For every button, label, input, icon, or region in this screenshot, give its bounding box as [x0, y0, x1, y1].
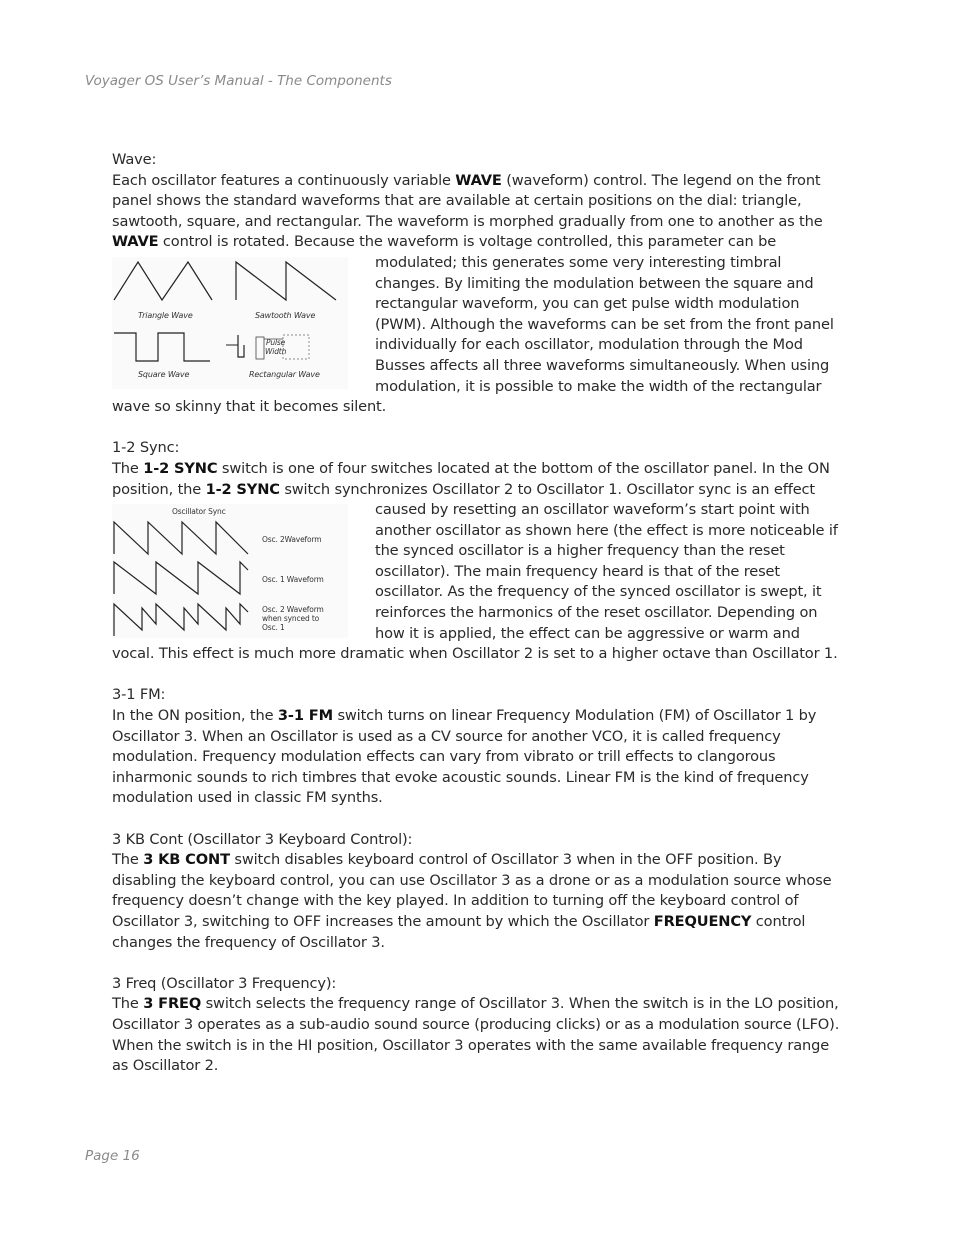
section-kb-cont — [112, 830, 842, 954]
kb-cont-text: switch disables keyboard control of Oscillator 3 when in the OFF position. By disabling the keyboard control, you can use Oscillator 3 as a drone or as a modulation source whose frequency doesn’t change with the key played. In addition to turning off the keyboard control of Oscillator 3, switching to OFF increases the amount by which the Oscillator — [112, 851, 832, 930]
synced-waveform-label: when synced to — [262, 614, 320, 624]
oscillator-sync-title: Oscillator Sync — [172, 507, 226, 517]
sync-text: switch synchronizes Oscillator 2 to Oscillator 1. Oscillator sync is an effect caused — [279, 480, 815, 519]
section-heading-kb-cont: 3 KB Cont (Oscillator 3 Keyboard Control): — [112, 830, 413, 848]
kb-cont-keyword: 3 KB CONT — [143, 851, 230, 869]
sawtooth-wave-label: Sawtooth Wave — [255, 310, 316, 320]
synced-waveform-label: Osc. 1 — [262, 623, 285, 633]
section-heading-fm: 3-1 FM: — [112, 686, 166, 704]
synced-waveform-shape — [114, 604, 248, 636]
section-sync — [112, 438, 842, 665]
sync-text: by resetting an oscillator waveform’s start point with another oscillator as shown here (the effect is more noticeable if the synced oscillator is a higher frequency than the reset oscillator). The main frequency heard is that of the reset oscillator. As the frequency of the synced oscillator is swept, it reinforces the harmonics of the reset oscillator. Depending on how it is applied, the effect can be aggressive or warm and vocal. This effect is much more dramatic when Oscillator 2 is set to a higher octave than Oscillator 1. — [112, 501, 838, 663]
freq-text: The — [112, 995, 144, 1013]
sawtooth-wave-shape — [236, 262, 336, 300]
osc1-waveform-shape — [114, 562, 248, 594]
triangle-wave-label: Triangle Wave — [138, 310, 193, 320]
page-header: Voyager OS User’s Manual - The Components — [85, 73, 392, 89]
wave-text: Each oscillator features a continuously variable — [112, 171, 456, 189]
triangle-wave-shape — [114, 262, 212, 300]
kb-cont-text: control changes the frequency of Oscillator 3. — [112, 912, 806, 951]
section-wave — [112, 150, 842, 418]
pulse-box-shape — [256, 337, 264, 359]
rectangular-wave-label: Rectangular Wave — [249, 369, 320, 379]
pulse-dashed-shape — [283, 335, 309, 359]
wave-text: interesting timbral changes. By limiting the modulation between the square and rectangular waveform, you can get pulse width modulation (PWM). Although the waveforms can be set from the front panel individually for each oscillator, modulation through the Mod Busses affects all three waveforms simultaneously. When using modulation, it is possible to make the width of the rectangular wave so skinny that it becomes silent. — [112, 253, 834, 416]
pulse-label: Pulse — [266, 337, 286, 347]
sync-keyword: 1-2 SYNC — [143, 459, 218, 477]
section-fm — [112, 685, 842, 809]
section-heading-sync: 1-2 Sync: — [112, 439, 180, 457]
section-heading-wave: Wave: — [112, 151, 157, 168]
freq-keyword: 3 FREQ — [143, 995, 202, 1013]
section-heading-freq: 3 Freq (Oscillator 3 Frequency): — [112, 974, 337, 992]
osc2-waveform-shape — [114, 522, 248, 554]
page-footer: Page 16 — [85, 1148, 140, 1164]
sync-text: The — [112, 459, 144, 477]
wave-text: control is rotated. Because the waveform is voltage controlled, this parameter can be modulated; this generates some very — [158, 233, 777, 271]
kb-cont-keyword: FREQUENCY — [653, 912, 752, 930]
width-label: Width — [265, 346, 287, 356]
oscillator-sync-figure — [112, 504, 348, 638]
sync-keyword: 1-2 SYNC — [205, 480, 280, 498]
square-wave-shape — [114, 333, 210, 361]
wave-keyword: WAVE — [112, 233, 159, 251]
wave-text: (waveform) control. The legend on the front panel shows the standard waveforms that are available at certain positions on the dial: triangle, sawtooth, square, and rectangular. The waveform is morphed gradually from one to another as the — [112, 171, 823, 230]
fm-text: switch turns on linear Frequency Modulation (FM) of Oscillator 1 by Oscillator 3. When an Oscillator is used as a CV source for another VCO, it is called frequency modulation. Frequency modulation effects can vary from vibrato or trill effects to clangorous inharmonic sounds to rich timbres that evoke acoustic sounds. Linear FM is the kind of frequency modulation used in classic FM synths. — [112, 707, 817, 807]
rectangular-wave-shape — [238, 335, 244, 357]
section-freq — [112, 974, 842, 1077]
osc1-waveform-label: Osc. 1 Waveform — [262, 575, 324, 585]
osc2-waveform-label: Osc. 2Waveform — [262, 535, 322, 545]
synced-waveform-label: Osc. 2 Waveform — [262, 605, 324, 615]
fm-keyword: 3-1 FM — [277, 707, 333, 725]
square-wave-label: Square Wave — [138, 369, 190, 379]
kb-cont-text: The — [112, 851, 144, 869]
sync-text: switch is one of four switches located at the bottom of the oscillator panel. In the ON position, the — [112, 459, 830, 498]
fm-text: In the ON position, the — [112, 707, 278, 725]
freq-text: switch selects the frequency range of Oscillator 3. When the switch is in the LO position, Oscillator 3 operates as a sub-audio sound source (producing clicks) or as a modulation source (LFO). When the switch is in the HI position, Oscillator 3 operates with the same available frequency range as Oscillator 2. — [112, 995, 840, 1075]
page-content — [112, 150, 842, 1077]
waveforms-figure — [112, 257, 348, 389]
wave-keyword: WAVE — [455, 171, 502, 189]
